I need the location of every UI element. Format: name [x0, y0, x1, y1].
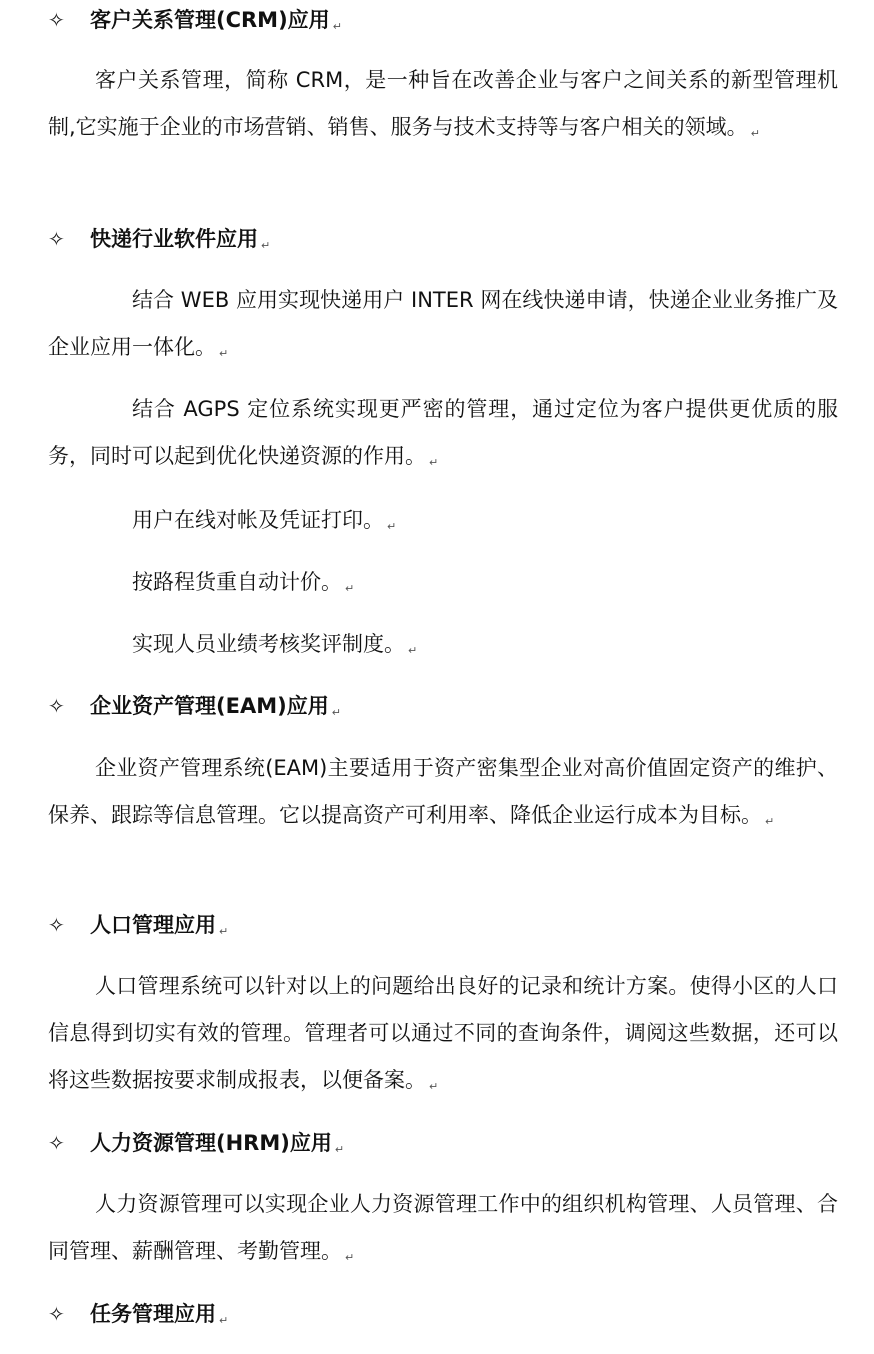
diamond-bullet-icon: ✧ — [48, 694, 65, 718]
paragraph-hrm — [48, 1181, 838, 1281]
heading-text: 任务管理应用 — [90, 1302, 216, 1326]
diamond-bullet-icon: ✧ — [48, 1302, 65, 1326]
paragraph-mark-icon: ↵ — [219, 1314, 229, 1327]
section-heading-population — [48, 910, 838, 947]
diamond-bullet-icon: ✧ — [48, 8, 65, 32]
paragraph-mark-icon: ↵ — [345, 1251, 355, 1264]
paragraph-express-web — [48, 277, 838, 377]
paragraph-mark-icon: ↵ — [429, 1080, 439, 1093]
paragraph-text: 客户关系管理，简称 CRM，是一种旨在改善企业与客户之间关系的新型管理机制,它实施于企业的市场营销、销售、服务与技术支持等与客户相关的领域。 — [48, 68, 838, 139]
paragraph-text: 用户在线对帐及凭证打印。 — [132, 508, 384, 532]
section-heading-task — [48, 1299, 838, 1336]
heading-text: 快递行业软件应用 — [90, 227, 258, 251]
paragraph-text: 实现人员业绩考核奖评制度。 — [132, 632, 405, 656]
paragraph-mark-icon: ↵ — [219, 925, 229, 938]
paragraph-text: 结合 WEB 应用实现快递用户 INTER 网在线快递申请，快递企业业务推广及企业应用一体化。 — [48, 288, 838, 359]
paragraph-express-pricing — [48, 567, 874, 604]
heading-text: 人力资源管理(HRM)应用 — [90, 1131, 332, 1155]
paragraph-mark-icon: ↵ — [345, 582, 355, 595]
paragraph-mark-icon: ↵ — [331, 706, 341, 719]
paragraph-express-reconcile — [48, 505, 874, 542]
section-heading-eam — [48, 691, 838, 728]
paragraph-mark-icon: ↵ — [429, 456, 439, 469]
section-heading-express — [48, 224, 838, 261]
paragraph-mark-icon: ↵ — [750, 127, 760, 140]
section-heading-hrm — [48, 1128, 838, 1165]
paragraph-text: 结合 AGPS 定位系统实现更严密的管理，通过定位为客户提供更优质的服务，同时可以起到优化快递资源的作用。 — [48, 397, 838, 468]
paragraph-eam — [48, 745, 838, 845]
section-heading-crm — [48, 5, 838, 42]
paragraph-text: 人口管理系统可以针对以上的问题给出良好的记录和统计方案。使得小区的人口信息得到切实有效的管理。管理者可以通过不同的查询条件，调阅这些数据，还可以将这些数据按要求制成报表，以便备案。 — [48, 974, 838, 1092]
heading-text: 客户关系管理(CRM)应用 — [90, 8, 330, 32]
paragraph-mark-icon: ↵ — [332, 20, 342, 33]
heading-text: 企业资产管理(EAM)应用 — [90, 694, 329, 718]
paragraph-mark-icon: ↵ — [334, 1143, 345, 1156]
paragraph-mark-icon: ↵ — [765, 815, 775, 828]
paragraph-mark-icon: ↵ — [219, 347, 229, 360]
diamond-bullet-icon: ✧ — [48, 1131, 65, 1155]
diamond-bullet-icon: ✧ — [48, 913, 65, 937]
paragraph-express-performance — [48, 629, 874, 666]
paragraph-mark-icon: ↵ — [408, 644, 418, 657]
paragraph-text: 人力资源管理可以实现企业人力资源管理工作中的组织机构管理、人员管理、合同管理、薪酬管理、考勤管理。 — [48, 1192, 838, 1263]
heading-text: 人口管理应用 — [90, 913, 216, 937]
paragraph-text: 按路程货重自动计价。 — [132, 570, 342, 594]
paragraph-express-agps — [48, 386, 838, 486]
diamond-bullet-icon: ✧ — [48, 227, 65, 251]
paragraph-text: 企业资产管理系统(EAM)主要适用于资产密集型企业对高价值固定资产的维护、保养、跟踪等信息管理。它以提高资产可利用率、降低企业运行成本为目标。 — [48, 756, 838, 827]
paragraph-mark-icon: ↵ — [387, 520, 397, 533]
paragraph-mark-icon: ↵ — [261, 239, 271, 252]
paragraph-population — [48, 963, 838, 1110]
paragraph-crm — [48, 57, 838, 157]
